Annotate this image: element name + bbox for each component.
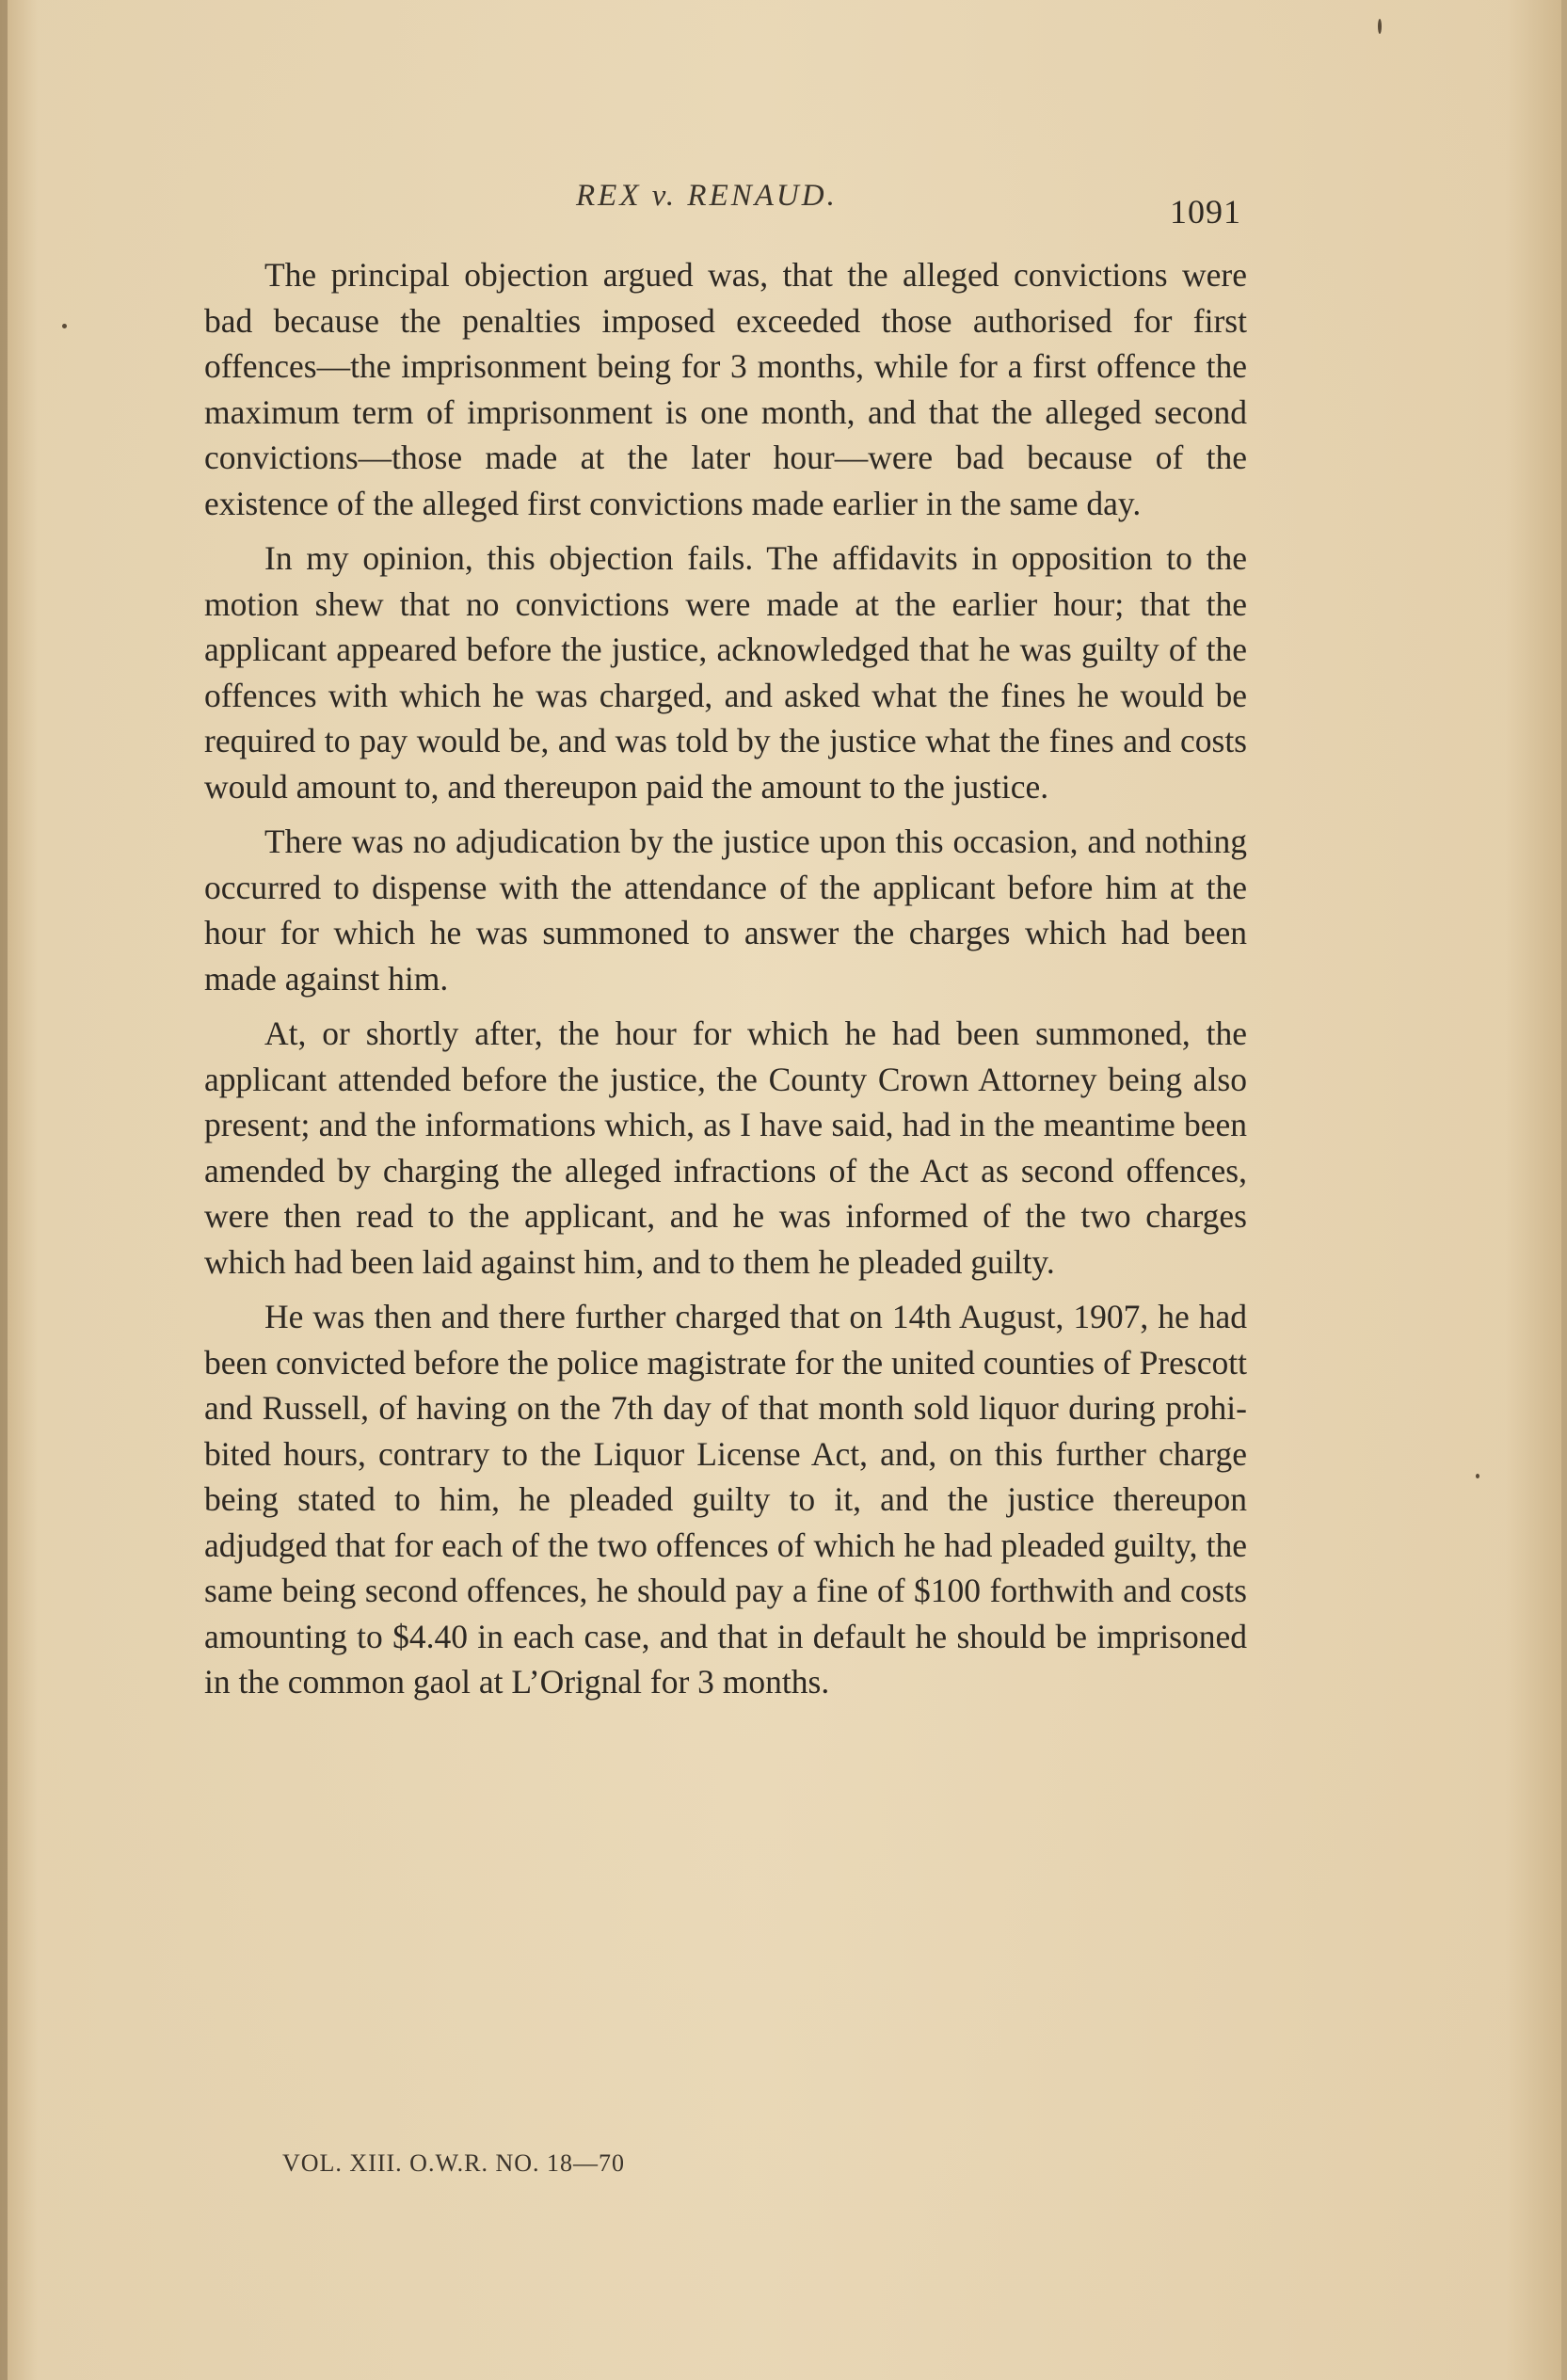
paragraph: There was no adjudication by the justice upon this occasion, and nothing occurred to dispense with the attendance of the applicant before him at the hour for which he was summoned to answer the charges which had been made against him. xyxy=(204,823,1247,998)
paper-speck xyxy=(1476,1474,1479,1478)
paragraph: He was then and there further charged that on 14th August, 1907, he had been convicted before the police magistrate for the united counties of Prescott and Russell, of having on the 7th day of that month sold liquor during prohibited hours, contrary to the Liquor License Act, and, on this further charge being stated to him, he pleaded guilty to it, and the justice thereupon adjudged that for each of the two offences of which he had pleaded guilty, the same being second offences, he should pay a fine of $100 forthwith and costs amounting to $4.40 in each case, and that in default he should be imprisoned in the common gaol at L’Orignal for 3 months. xyxy=(204,1298,1247,1701)
paper-speck xyxy=(1378,19,1382,34)
paragraph: The principal objection argued was, that the alleged convictions were bad because the penalties imposed exceeded those authorised for first offences—the imprisonment being for 3 months, while for a first offence the maximum term of imprisonment is one month, and that the alleged second convictions—those made at the later hour—were bad because of the existence of the alleged first convictions made earlier in the same day. xyxy=(204,256,1247,522)
paragraph: At, or shortly after, the hour for which he had been summoned, the applicant attended before the justice, the County Crown Attorney being also present; and the informations which, as I have said, had in the meantime been amended by charging the alleged infractions of the Act as second offences, were then read to the applicant, and he was informed of the two charges which had been laid against him, and to them he pleaded guilty. xyxy=(204,1014,1247,1281)
body-text xyxy=(204,252,1247,1715)
page-right-edge xyxy=(1561,0,1567,2380)
paragraph: In my opinion, this objection fails. The affidavits in opposition to the motion shew that no convictions were made at the earlier hour; that the applicant appeared before the justice, acknowledged that he was guilty of the offences with which he was charged, and asked what the fines he would be required to pay would be, and was told by the justice what the fines and costs would amount to, and thereupon paid the amount to the justice. xyxy=(204,539,1247,806)
page-number: 1091 xyxy=(1170,193,1241,231)
running-title: REX v. RENAUD. xyxy=(576,179,838,213)
page-left-edge xyxy=(0,0,8,2380)
paper-speck xyxy=(62,324,67,328)
signature-mark: VOL. XIII. O.W.R. NO. 18—70 xyxy=(282,2149,626,2177)
